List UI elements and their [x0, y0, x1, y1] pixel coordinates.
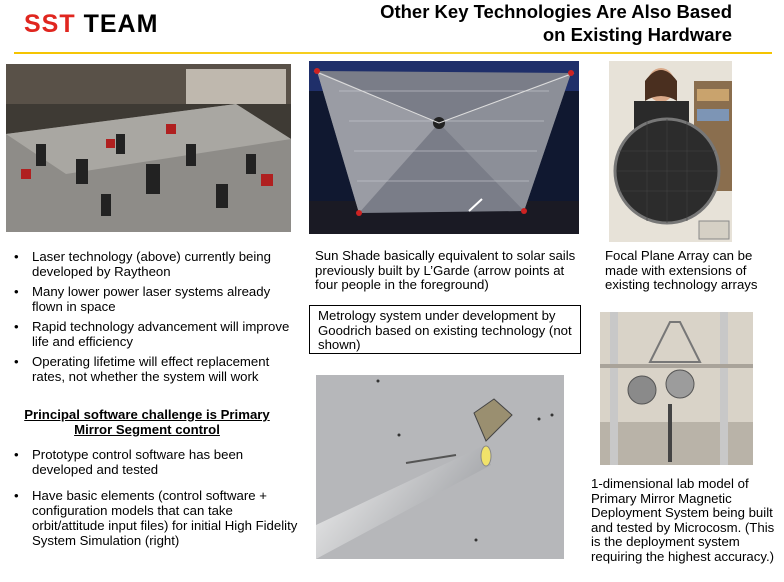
list-item: • Laser technology (above) currently being developed by Raytheon	[10, 249, 302, 279]
lab-model-caption: 1-dimensional lab model of Primary Mirror Magnetic Deployment System being built and tested by Microcosm. (This is the deployment system requiring the highest accuracy.)	[591, 476, 775, 564]
system-simulation-render	[316, 375, 564, 559]
heading-line1: Principal software challenge is Primary	[24, 407, 270, 422]
header-divider	[14, 52, 772, 54]
logo-team: TEAM	[83, 10, 159, 38]
magnetic-deployment-lab-photo	[600, 312, 753, 465]
list-item: • Many lower power laser systems already flown in space	[10, 284, 302, 314]
metrology-caption: Metrology system under development by Goodrich based on existing technology (not shown)	[318, 308, 572, 352]
heading-line2: Mirror Segment control	[74, 422, 220, 437]
page-title-line1: Other Key Technologies Are Also Based	[380, 1, 732, 22]
list-item: • Have basic elements (control software + configuration models that can take orbit/attitude input files) for initial High Fidelity System Simulation (right)	[10, 488, 300, 548]
list-item: • Rapid technology advancement will improve life and efficiency	[10, 319, 302, 349]
sun-shade-caption: Sun Shade basically equivalent to solar sails previously built by L’Garde (arrow points at four people in the foreground)	[315, 248, 576, 292]
focal-plane-caption: Focal Plane Array can be made with extensions of existing technology arrays	[605, 248, 758, 292]
list-item: • Prototype control software has been developed and tested	[10, 447, 300, 477]
software-challenge-heading	[8, 407, 286, 437]
laser-lab-photo	[6, 64, 291, 232]
focal-plane-array-photo	[609, 61, 732, 242]
software-bullets	[10, 447, 300, 553]
sst-team-logo	[24, 10, 158, 39]
logo-sst: SST	[24, 10, 76, 38]
page-title-line2: on Existing Hardware	[542, 24, 732, 45]
sun-shade-photo	[309, 61, 579, 234]
list-item: • Operating lifetime will effect replacement rates, not whether the system will work	[10, 354, 302, 384]
laser-bullets	[10, 249, 302, 389]
page-title	[272, 0, 732, 46]
metrology-box	[309, 305, 581, 354]
